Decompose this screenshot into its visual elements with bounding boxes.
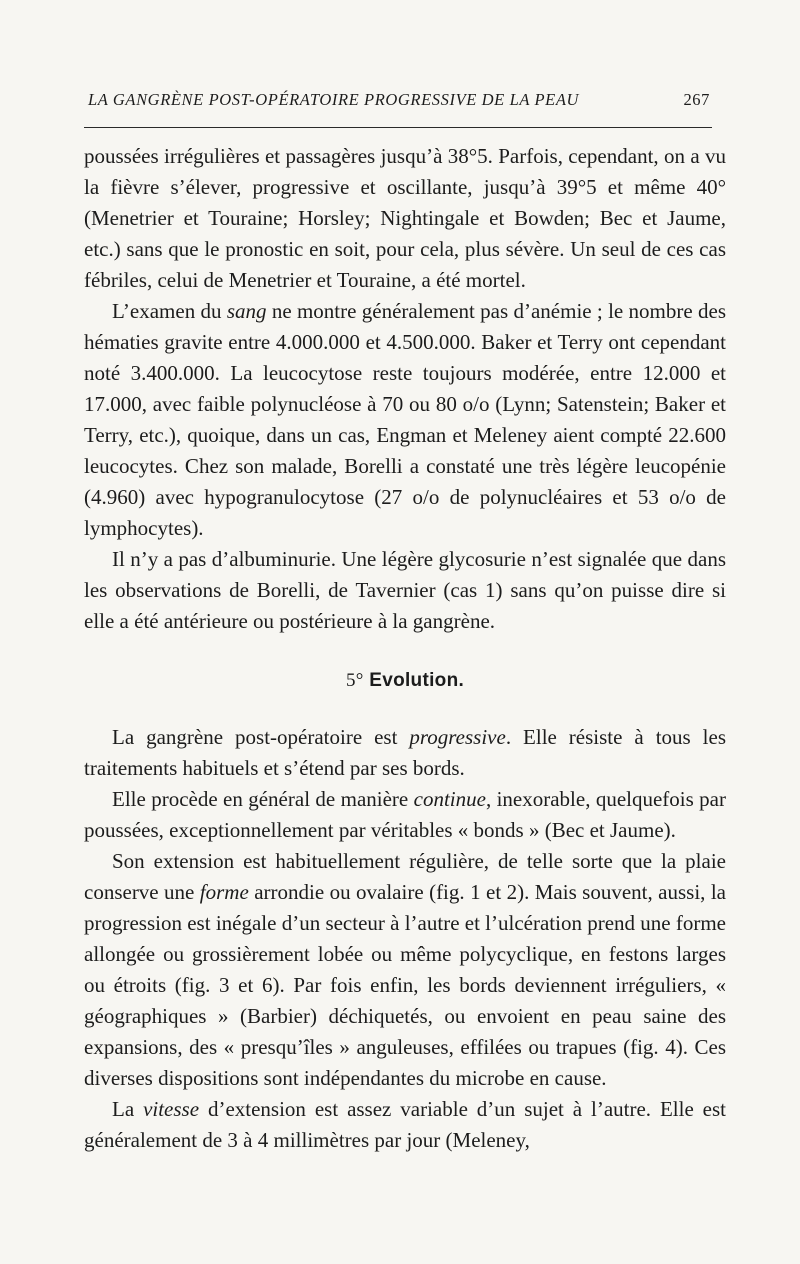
paragraph-vitesse: La vitesse d’extension est assez variable d’un sujet à l’autre. Elle est généralement de 3 à 4 millimètres par jour (Meleney, xyxy=(84,1097,726,1152)
paragraph-blood: L’examen du sang ne montre généralement pas d’anémie ; le nombre des hématies gravite entre 4.000.000 et 4.500.000. Baker et Terry ont cependant noté 3.400.000. La leucocytose reste toujours modérée, entre 12.000 et 17.000, avec faible polynucléose à 70 ou 80 o/o (Lynn; Satenstein; Baker et Terry, etc.), quoique, dans un cas, Engman et Meleney aient compté 22.600 leucocytes. Chez son malade, Borelli a constaté une très légère leucopénie (4.960) avec hypogranulocytose (27 o/o de polynucléaires et 53 o/o de lymphocytes). xyxy=(84,299,726,540)
running-title: LA GANGRÈNE POST-OPÉRATOIRE PROGRESSIVE DE LA PEAU xyxy=(88,90,580,109)
paragraph-continue: Elle procède en général de manière continue, inexorable, quelquefois par poussées, exceptionnellement par véritables « bonds » (Bec et Jaume). xyxy=(84,787,726,842)
emphasis-continue: continue xyxy=(413,787,486,811)
paragraph-forme: Son extension est habituellement régulière, de telle sorte que la plaie conserve une forme arrondie ou ovalaire (fig. 1 et 2). Mais souvent, aussi, la progression est inégale d’un secteur à l’autre et l’ulcération prend une forme allongée ou grossièrement lobée ou même polycyclique, en festons larges ou étroits (fig. 3 et 6). Par fois enfin, les bords deviennent irréguliers, « géographiques » (Barbier) déchiquetés, ou envoient en peau saine des expansions, des « presqu’îles » anguleuses, effilées ou trapues (fig. 4). Ces diverses dispositions sont indépendantes du microbe en cause. xyxy=(84,849,726,1090)
section-title: Evolution. xyxy=(369,670,465,691)
paragraph-urine: Il n’y a pas d’albuminurie. Une légère glycosurie n’est signalée que dans les observations de Borelli, de Tavernier (cas 1) sans qu’on puisse dire si elle a été antérieure ou postérieure à la gangrène. xyxy=(84,547,726,633)
running-header xyxy=(88,90,710,110)
emphasis-sang: sang xyxy=(226,299,267,323)
paragraph-fever: poussées irrégulières et passagères jusqu’à 38°5. Parfois, cependant, on a vu la fièvre s’élever, progressive et oscillante, jusqu’à 39°5 et même 40° (Menetrier et Touraine; Horsley; Nightingale et Bowden; Bec et Jaume, etc.) sans que le pronostic en soit, pour cela, plus sévère. Un seul de ces cas fébriles, celui de Menetrier et Touraine, a été mortel. xyxy=(84,144,726,292)
section-heading xyxy=(84,665,726,696)
emphasis-vitesse: vitesse xyxy=(143,1097,200,1121)
header-rule xyxy=(84,127,712,128)
paragraph-progressive: La gangrène post-opératoire est progressive. Elle résiste à tous les traitements habituels et s’étend par ses bords. xyxy=(84,725,726,780)
page-number: 267 xyxy=(683,90,710,109)
page-body xyxy=(84,141,726,1156)
section-number: 5° xyxy=(345,670,364,691)
emphasis-progressive: progressive xyxy=(409,725,506,749)
emphasis-forme: forme xyxy=(199,880,249,904)
